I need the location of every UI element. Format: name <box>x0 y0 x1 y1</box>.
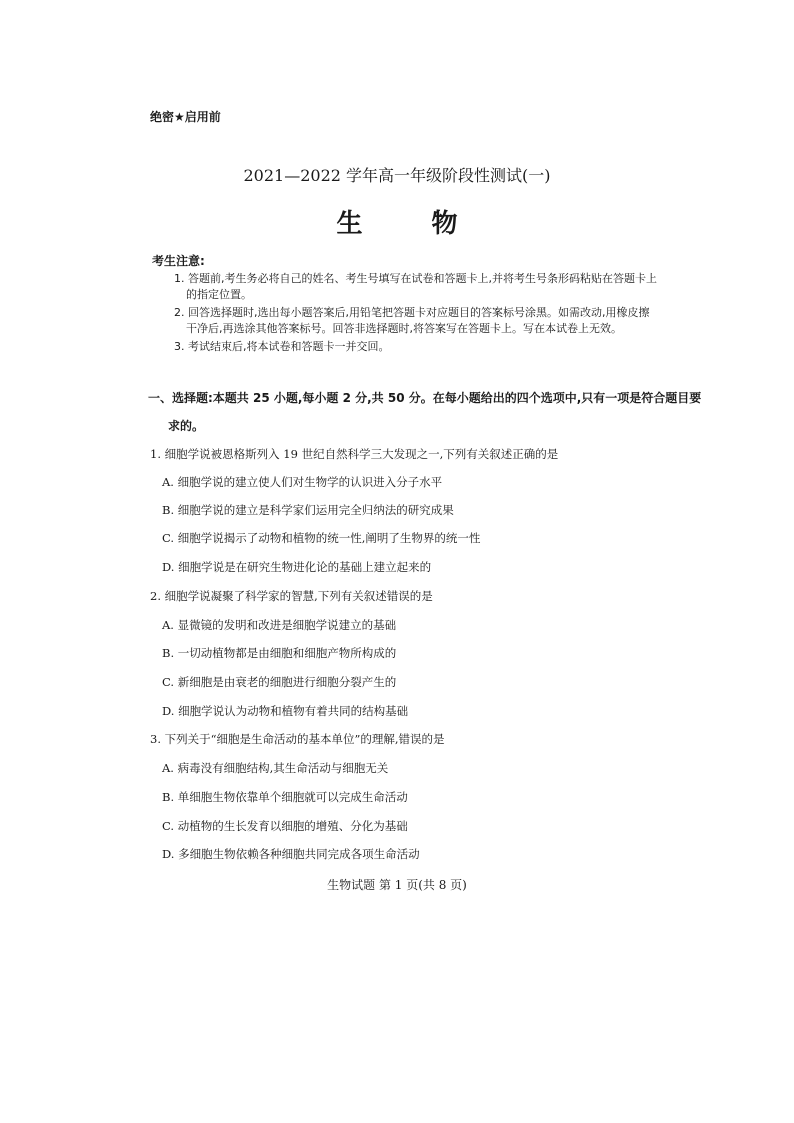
exam-title: 2021—2022 学年高一年级阶段性测试(一) <box>243 166 551 185</box>
question-1-option-b: B. 细胞学说的建立是科学家们运用完全归纳法的研究成果 <box>162 503 454 517</box>
notice-line: 的指定位置。 <box>186 288 252 301</box>
question-3-stem: 3. 下列关于“细胞是生命活动的基本单位”的理解,错误的是 <box>150 732 445 746</box>
confidential-label: 绝密★启用前 <box>150 110 221 124</box>
question-3-option-d: D. 多细胞生物依赖各种细胞共同完成各项生命活动 <box>162 847 420 861</box>
subject-title: 生 物 <box>336 209 488 239</box>
page-footer: 生物试题 第 1 页(共 8 页) <box>327 878 467 892</box>
question-1-option-d: D. 细胞学说是在研究生物进化论的基础上建立起来的 <box>162 560 432 574</box>
notice-line: 3. 考试结束后,将本试卷和答题卡一并交回。 <box>174 340 390 353</box>
question-2-stem: 2. 细胞学说凝聚了科学家的智慧,下列有关叙述错误的是 <box>150 589 433 603</box>
question-2-option-b: B. 一切动植物都是由细胞和细胞产物所构成的 <box>162 646 397 660</box>
question-1-option-a: A. 细胞学说的建立使人们对生物学的认识进入分子水平 <box>162 475 443 489</box>
section-instructions-cont: 求的。 <box>168 419 205 433</box>
question-3-option-b: B. 单细胞生物依靠单个细胞就可以完成生命活动 <box>162 790 408 804</box>
notice-line: 2. 回答选择题时,选出每小题答案后,用铅笔把答题卡对应题目的答案标号涂黑。如需改动,用橡皮擦 <box>174 306 650 319</box>
question-3-option-a: A. 病毒没有细胞结构,其生命活动与细胞无关 <box>162 761 389 775</box>
question-2-option-d: D. 细胞学说认为动物和植物有着共同的结构基础 <box>162 704 409 718</box>
question-2-option-a: A. 显微镜的发明和改进是细胞学说建立的基础 <box>162 618 397 632</box>
notice-line: 1. 答题前,考生务必将自己的姓名、考生号填写在试卷和答题卡上,并将考生号条形码粘贴在答题卡上 <box>174 272 657 285</box>
question-1-option-c: C. 细胞学说揭示了动物和植物的统一性,阐明了生物界的统一性 <box>162 531 481 545</box>
section-instructions: 一、选择题:本题共 25 小题,每小题 2 分,共 50 分。在每小题给出的四个选项中,只有一项是符合题目要 <box>148 391 702 405</box>
notice-heading: 考生注意: <box>152 254 205 268</box>
question-2-option-c: C. 新细胞是由衰老的细胞进行细胞分裂产生的 <box>162 675 397 689</box>
question-3-option-c: C. 动植物的生长发育以细胞的增殖、分化为基础 <box>162 819 408 833</box>
question-1-stem: 1. 细胞学说被恩格斯列入 19 世纪自然科学三大发现之一,下列有关叙述正确的是 <box>150 447 559 461</box>
notice-line: 干净后,再选涂其他答案标号。回答非选择题时,将答案写在答题卡上。写在本试卷上无效。 <box>186 322 622 335</box>
